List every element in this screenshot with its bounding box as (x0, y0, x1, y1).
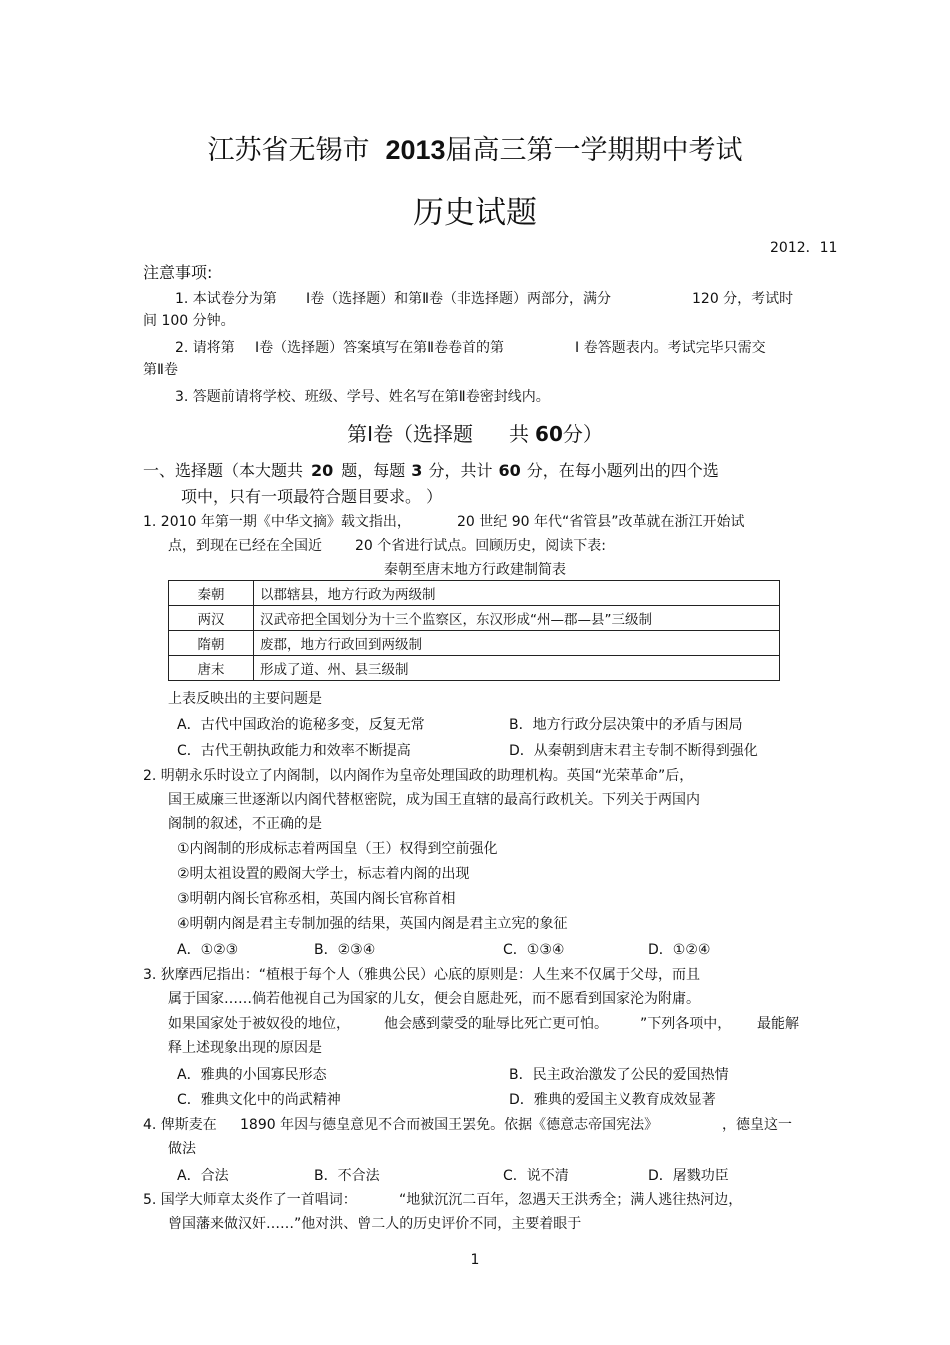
q4-option-c: C．说不清 (503, 1168, 569, 1184)
intro-total: 60 (498, 461, 521, 480)
q1-table-caption: 秦朝至唐末地方行政建制简表 (384, 562, 566, 578)
q5-line1-a: 5. 国学大师章太炎作了一首唱词： (143, 1192, 357, 1208)
note-1-b: Ⅰ卷（选择题）和第Ⅱ卷（非选择题）两部分，满分 (306, 291, 612, 307)
q2-statement-1: ①内阁制的形成标志着两国皇（王）权得到空前强化 (177, 841, 498, 857)
q3-line3-c: ”下列各项中， (640, 1016, 732, 1032)
note-1-c: 120 分，考试时 (692, 291, 794, 307)
note-2-a: 2. 请将第 (175, 340, 235, 356)
q4-option-b: B．不合法 (314, 1168, 380, 1184)
section-heading-a: 第Ⅰ卷（选择题 (347, 422, 474, 446)
q3-line3-a: 如果国家处于被奴役的地位， (168, 1016, 350, 1032)
q1-line1-b: 20 世纪 90 年代“省管县”改革就在浙江开始试 (457, 514, 745, 530)
q3-option-a: A．雅典的小国寡民形态 (177, 1067, 327, 1083)
section-heading-b: 共 (509, 422, 530, 446)
section-heading-d: 分） (562, 422, 603, 446)
exam-title (0, 128, 950, 167)
q4-line2: 做法 (168, 1141, 196, 1157)
title-pre: 江苏省无锡市 (207, 135, 370, 166)
q1-line2-b: 20 个省进行试点。回顾历史，阅读下表: (355, 538, 606, 554)
q3-line3-d: 最能解 (757, 1016, 799, 1032)
dynasty-table (168, 580, 780, 681)
q5-line1-b: “地狱沉沉二百年，忽遇天王洪秀全；满人逃往热河边， (399, 1192, 743, 1208)
intro-per: 3 (411, 461, 423, 480)
exam-subtitle: 历史试题 (413, 195, 537, 231)
table-row (169, 631, 780, 656)
intro-c: 分，共计 (428, 461, 493, 480)
note-1-a: 1. 本试卷分为第 (175, 291, 277, 307)
note-2-c: Ⅰ 卷答题表内。考试完毕只需交 (575, 340, 766, 356)
title-post: 届高三第一学期期中考试 (445, 135, 743, 166)
q1-option-d: D．从秦朝到唐末君主专制不断得到强化 (509, 743, 758, 759)
section-heading-score: 60 (535, 422, 563, 446)
q4-line1-b: 1890 年因与德皇意见不合而被国王罢免。依据《德意志帝国宪法》 (240, 1117, 659, 1133)
intro-count: 20 (311, 461, 334, 480)
table-cell-desc: 废郡，地方行政回到两级制 (254, 631, 780, 656)
table-row (169, 656, 780, 681)
note-1-d: 间 100 分钟。 (143, 313, 235, 329)
section-heading (0, 418, 950, 447)
note-2-b: Ⅰ卷（选择题）答案填写在第Ⅱ卷卷首的第 (255, 340, 505, 356)
table-cell-desc: 汉武帝把全国划分为十三个监察区，东汉形成“州—郡—县”三级制 (254, 606, 780, 631)
table-cell-desc: 以郡辖县，地方行政为两级制 (254, 581, 780, 606)
q3-option-d: D．雅典的爱国主义教育成效显著 (509, 1092, 716, 1108)
q2-line1: 2. 明朝永乐时设立了内阁制，以内阁作为皇帝处理国政的助理机构。英国“光荣革命”后， (143, 768, 694, 784)
intro-d: 分，在每小题列出的四个选 (526, 461, 719, 480)
q1-option-b: B．地方行政分层决策中的矛盾与困局 (509, 717, 743, 733)
note-3: 3. 答题前请将学校、班级、学号、姓名写在第Ⅱ卷密封线内。 (175, 389, 550, 405)
q2-option-b: B．②③④ (314, 942, 376, 958)
q3-line1: 3. 狄摩西尼指出：“植根于每个人（雅典公民）心底的原则是：人生来不仅属于父母，而且 (143, 967, 701, 983)
q4-line1-c: ，德皇这一 (722, 1117, 792, 1133)
q4-line1-a: 4. 俾斯麦在 (143, 1117, 217, 1133)
q1-line2-a: 点，到现在已经在全国近 (168, 538, 322, 554)
table-cell-dynasty: 隋朝 (169, 631, 254, 656)
page-number: 1 (470, 1252, 480, 1268)
table-cell-desc: 形成了道、州、县三级制 (254, 656, 780, 681)
table-cell-dynasty: 两汉 (169, 606, 254, 631)
intro-b: 题，每题 (341, 461, 406, 480)
section-intro (143, 458, 719, 481)
q1-stem: 上表反映出的主要问题是 (168, 691, 322, 707)
q3-line4: 释上述现象出现的原因是 (168, 1040, 322, 1056)
q1-line1-a: 1. 2010 年第一期《中华文摘》载文指出， (143, 514, 411, 530)
title-year: 2013 (385, 135, 446, 165)
q3-option-b: B．民主政治激发了公民的爱国热情 (509, 1067, 729, 1083)
q1-option-c: C．古代王朝执政能力和效率不断提高 (177, 743, 411, 759)
notes-heading: 注意事项: (143, 263, 213, 282)
table-row (169, 581, 780, 606)
note-2-d: 第Ⅱ卷 (143, 362, 178, 378)
q2-statement-4: ④明朝内阁是君主专制加强的结果，英国内阁是君主立宪的象征 (177, 916, 568, 932)
intro-a: 一、选择题（本大题共 (143, 461, 304, 480)
q4-option-a: A．合法 (177, 1168, 229, 1184)
q2-line2: 国王威廉三世逐渐以内阁代替枢密院，成为国王直辖的最高行政机关。下列关于两国内 (168, 792, 700, 808)
q3-option-c: C．雅典文化中的尚武精神 (177, 1092, 341, 1108)
q2-option-c: C．①③④ (503, 942, 565, 958)
q2-statement-2: ②明太祖设置的殿阁大学士，标志着内阁的出现 (177, 866, 470, 882)
q4-option-d: D．屠戮功臣 (648, 1168, 729, 1184)
exam-date: 2012．11 (770, 240, 838, 256)
table-cell-dynasty: 唐末 (169, 656, 254, 681)
q3-line2: 属于国家……倘若他视自己为国家的儿女，便会自愿赴死，而不愿看到国家沦为附庸。 (168, 991, 700, 1007)
table-cell-dynasty: 秦朝 (169, 581, 254, 606)
table-row (169, 606, 780, 631)
q2-statement-3: ③明朝内阁长官称丞相，英国内阁长官称首相 (177, 891, 456, 907)
q2-line3: 阁制的叙述，不正确的是 (168, 816, 322, 832)
q1-option-a: A．古代中国政治的诡秘多变，反复无常 (177, 717, 425, 733)
q5-line2: 曾国藩来做汉奸……”他对洪、曾二人的历史评价不同，主要着眼于 (168, 1216, 582, 1232)
section-intro-2: 项中，只有一项最符合题目要求。 ） (181, 487, 443, 506)
q3-line3-b: 他会感到蒙受的耻辱比死亡更可怕。 (384, 1016, 608, 1032)
q2-option-a: A．①②③ (177, 942, 239, 958)
q2-option-d: D．①②④ (648, 942, 711, 958)
